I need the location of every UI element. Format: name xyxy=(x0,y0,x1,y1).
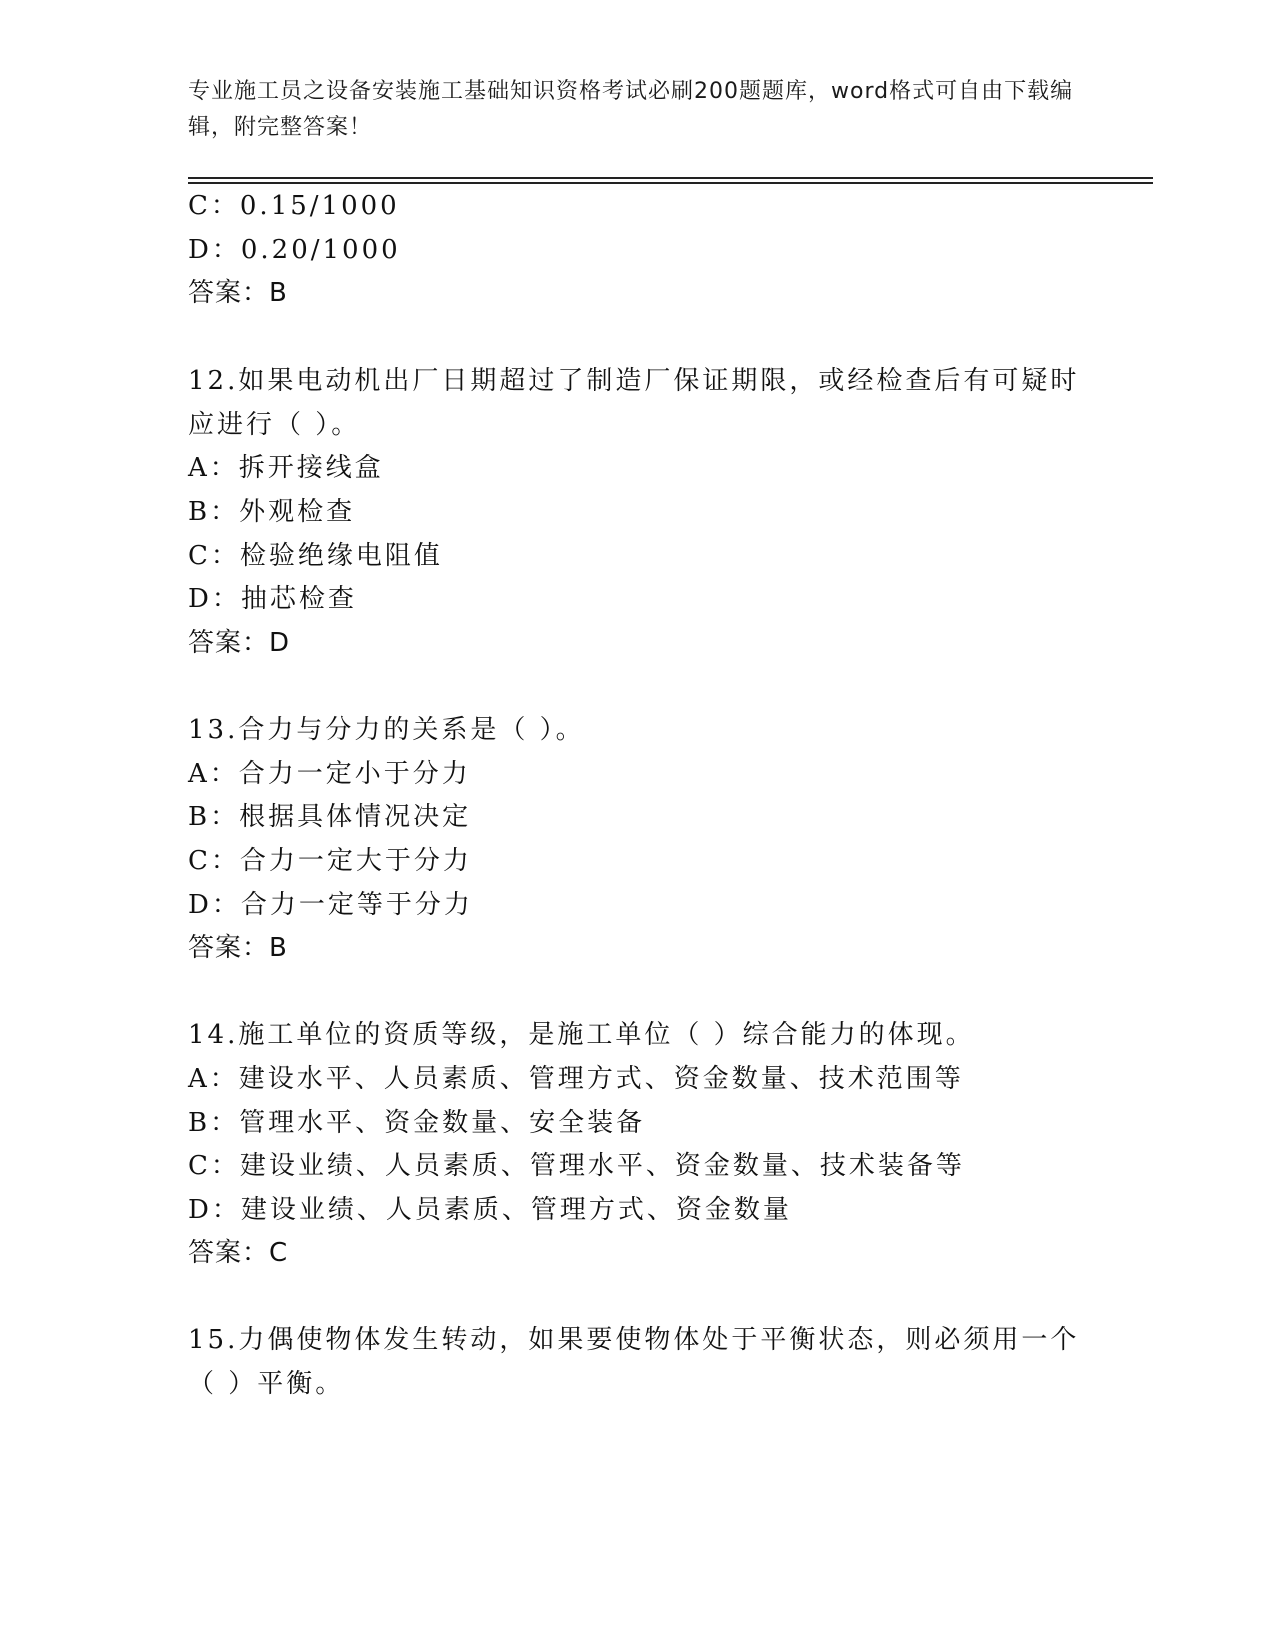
header-divider-bottom xyxy=(188,182,1153,184)
q12-option-b: B：外观检查 xyxy=(188,497,356,527)
page-header-title: 专业施工员之设备安装施工基础知识资格考试必刷200题题库，word格式可自由下载编辑，附完整答案！ xyxy=(188,79,1074,140)
q12-stem-line2: 应进行（ ）。 xyxy=(188,410,361,440)
q12-option-a: A：拆开接线盒 xyxy=(188,453,384,483)
header-divider-top xyxy=(188,177,1153,179)
q12-option-d: D：抽芯检查 xyxy=(188,584,357,614)
q13-option-a: A：合力一定小于分力 xyxy=(188,759,471,789)
q13-option-b: B：根据具体情况决定 xyxy=(188,802,472,832)
q15-stem-line2: （ ）平衡。 xyxy=(188,1369,345,1399)
q14-answer: 答案：C xyxy=(188,1238,289,1268)
q13-option-c: C：合力一定大于分力 xyxy=(188,846,472,876)
q13-option-d: D：合力一定等于分力 xyxy=(188,890,473,920)
q11-option-c: C：0.15/1000 xyxy=(188,191,400,221)
q13-stem: 13.合力与分力的关系是（ ）。 xyxy=(188,715,585,745)
q12-stem-line1: 12.如果电动机出厂日期超过了制造厂保证期限，或经检查后有可疑时 xyxy=(188,366,1080,396)
q13-answer: 答案：B xyxy=(188,933,288,963)
q12-option-c: C：检验绝缘电阻值 xyxy=(188,541,443,571)
q14-option-d: D：建设业绩、人员素质、管理方式、资金数量 xyxy=(188,1195,792,1225)
q11-option-d: D：0.20/1000 xyxy=(188,235,401,265)
q14-option-a: A：建设水平、人员素质、管理方式、资金数量、技术范围等 xyxy=(188,1064,964,1094)
q12-answer: 答案：D xyxy=(188,628,291,658)
q14-option-c: C：建设业绩、人员素质、管理水平、资金数量、技术装备等 xyxy=(188,1151,965,1181)
q14-stem: 14.施工单位的资质等级，是施工单位（ ）综合能力的体现。 xyxy=(188,1020,975,1050)
q14-option-b: B：管理水平、资金数量、安全装备 xyxy=(188,1108,646,1138)
q11-answer: 答案：B xyxy=(188,278,288,308)
q15-stem-line1: 15.力偶使物体发生转动，如果要使物体处于平衡状态，则必须用一个 xyxy=(188,1325,1080,1355)
